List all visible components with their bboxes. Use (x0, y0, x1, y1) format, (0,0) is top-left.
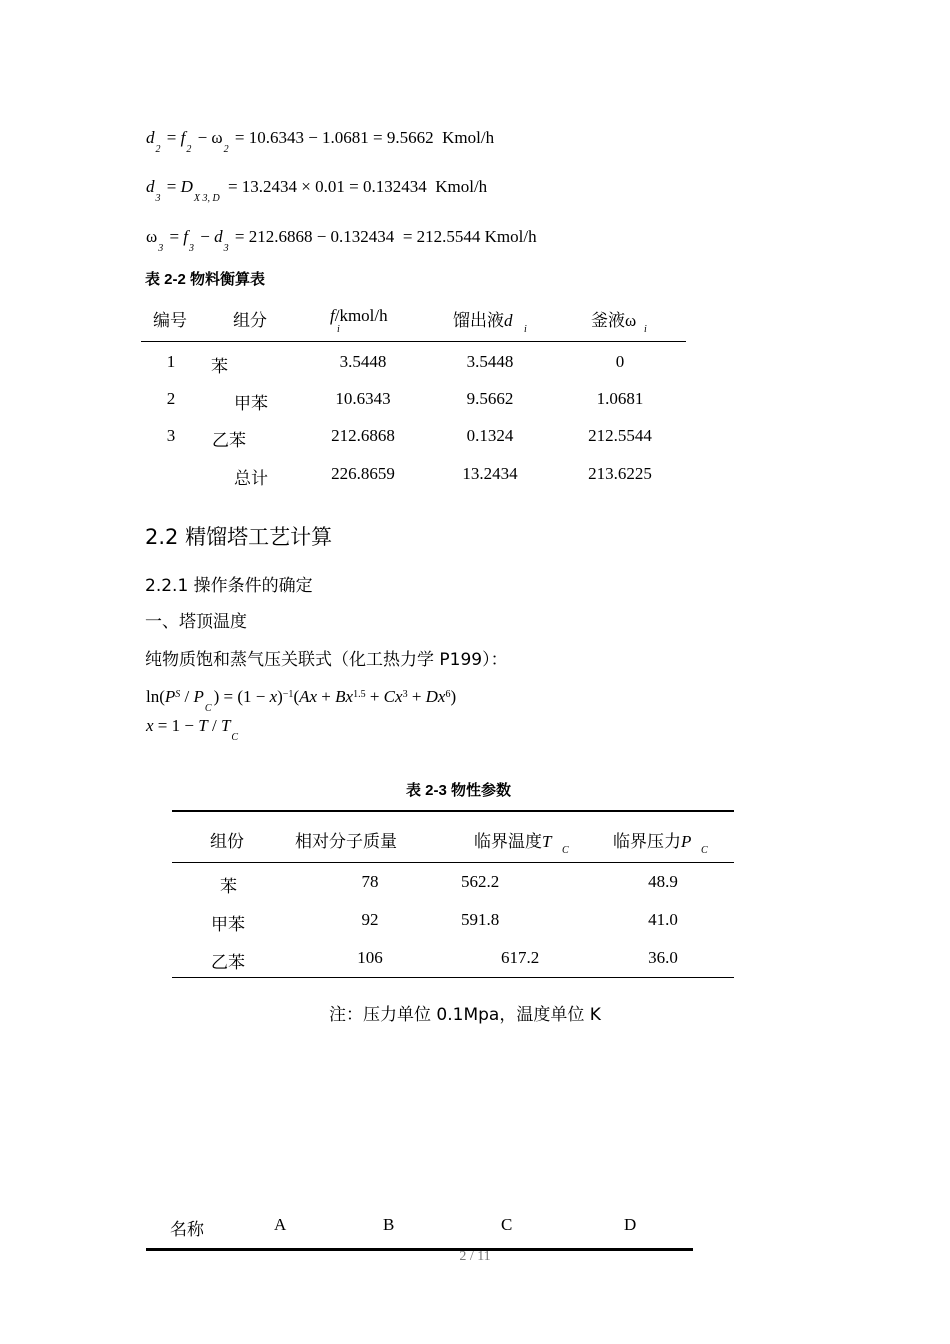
table23-header-tc-label: 临界温度 (474, 832, 542, 852)
table22-cell-w: 1.0681 (596, 389, 644, 408)
table23-cell-pc: 41.0 (648, 910, 678, 929)
table23-cell-mw: 78 (361, 872, 379, 891)
subsection-heading: 2.2.1 操作条件的确定 (145, 576, 313, 596)
table22-cell-d: 13.2434 (462, 464, 518, 483)
table22-cell-w: 213.6225 (588, 464, 652, 483)
equation-vapor-pressure: $\ln(P^S / P_C) = (1 - x)^{-1}(Ax + Bx^{1.5} + Cx^3 + Dx^6)$ (146, 687, 457, 714)
table24-rule (146, 1248, 693, 1251)
table22-cell-f: 10.6343 (335, 389, 391, 408)
table22-caption: 表 2-2 物料衡算表 (145, 271, 266, 288)
equation-w3-rhs: = 212.6868 − 0.132434 (234, 227, 395, 246)
equation-x-definition: $x = 1 - T / T_C$ (146, 716, 239, 743)
table23-top-rule (172, 810, 734, 812)
table22-header-w: 釜液ω i (591, 311, 647, 335)
equation-d3-unit: Kmol/h (435, 177, 488, 196)
table23-mid-rule (172, 862, 734, 863)
table22-cell-comp: 总计 (234, 469, 268, 489)
section-heading: 2.2 精馏塔工艺计算 (145, 525, 333, 549)
equation-d2: $d_2 = f_2 - \omega_2 = 10.6343 - 1.0681 = 9.5662$ Kmol/h (146, 128, 495, 155)
intro-paragraph: 纯物质饱和蒸气压关联式（化工热力学 P199）： (145, 650, 508, 670)
table22-cell-id: 2 (166, 389, 176, 408)
table22-cell-id: 3 (166, 426, 176, 445)
equation-w3: $\omega_3 = f_3 - d_3 = 212.6868 - 0.132434 = 212.5544$ Kmol/h (146, 227, 537, 254)
table23-cell-tc: 617.2 (501, 948, 540, 967)
table22-cell-f: 226.8659 (331, 464, 395, 483)
table22-cell-comp: 苯 (211, 357, 228, 377)
table23-header-comp: 组份 (210, 832, 244, 852)
table24-header-c: C (501, 1215, 513, 1234)
table22-cell-f: 3.5448 (339, 352, 387, 371)
table23-cell-pc: 48.9 (648, 872, 678, 891)
table23-cell-comp: 甲苯 (211, 915, 245, 935)
table23-caption: 表 2-3 物性参数 (406, 782, 512, 799)
equation-w3-result: = 212.5544 (402, 227, 481, 246)
table23-cell-tc: 562.2 (461, 872, 500, 891)
table23-cell-comp: 苯 (220, 877, 237, 897)
table23-cell-tc: 591.8 (461, 910, 500, 929)
table23-cell-mw: 92 (361, 910, 379, 929)
table22-header-id: 编号 (153, 311, 187, 331)
table23-cell-pc: 36.0 (648, 948, 678, 967)
table22-cell-w: 0 (615, 352, 625, 371)
equation-d2-unit: Kmol/h (442, 128, 495, 147)
table23-header-pc: 临界压力P C (613, 832, 708, 856)
table22-cell-id: 1 (166, 352, 176, 371)
equation-d3: $d_3 = D_{X 3, D} = 13.2434 \times 0.01 = 0.132434$ Kmol/h (146, 177, 488, 204)
table22-cell-w: 212.5544 (588, 426, 652, 445)
table22-cell-d: 9.5662 (466, 389, 514, 408)
table23-cell-comp: 乙苯 (211, 953, 245, 973)
item-heading: 一、塔顶温度 (145, 612, 247, 632)
equation-w3-unit: Kmol/h (484, 227, 537, 246)
table23-header-tc: 临界温度T C (474, 832, 569, 856)
table22-header-d-label: 馏出液 (453, 311, 504, 331)
table24-header-b: B (383, 1215, 395, 1234)
table22-cell-d: 0.1324 (466, 426, 514, 445)
table23-note (329, 1000, 601, 1025)
table22-cell-d: 3.5448 (466, 352, 514, 371)
table22-cell-f: 212.6868 (331, 426, 395, 445)
table22-rule (141, 341, 686, 342)
table23-bottom-rule (172, 977, 734, 978)
table22-cell-comp: 乙苯 (212, 431, 246, 451)
table22-header-w-label: 釜液 (591, 311, 625, 331)
table22-header-d: 馏出液d i (453, 311, 527, 335)
table22-header-f: f i /kmol/h (330, 306, 388, 335)
equation-d2-rhs: = 10.6343 − 1.0681 = 9.5662 (234, 128, 434, 147)
table23-header-mw: 相对分子质量 (295, 832, 397, 852)
page-number: 2 / 11 (459, 1249, 491, 1264)
table22-cell-comp: 甲苯 (234, 394, 268, 414)
table24-header-a: A (274, 1215, 287, 1234)
equation-d3-rhs: = 13.2434 × 0.01 = 0.132434 (227, 177, 427, 196)
table24-header-name: 名称 (170, 1220, 204, 1240)
table23-note-text: 注：压力单位 0.1Mpa，温度单位 K (329, 1005, 601, 1025)
table22-header-comp: 组分 (233, 311, 267, 331)
table22-header-f-unit: /kmol/h (334, 306, 388, 325)
table24-header-d: D (624, 1215, 637, 1234)
table23-header-pc-label: 临界压力 (613, 832, 681, 852)
table23-cell-mw: 106 (357, 948, 383, 967)
